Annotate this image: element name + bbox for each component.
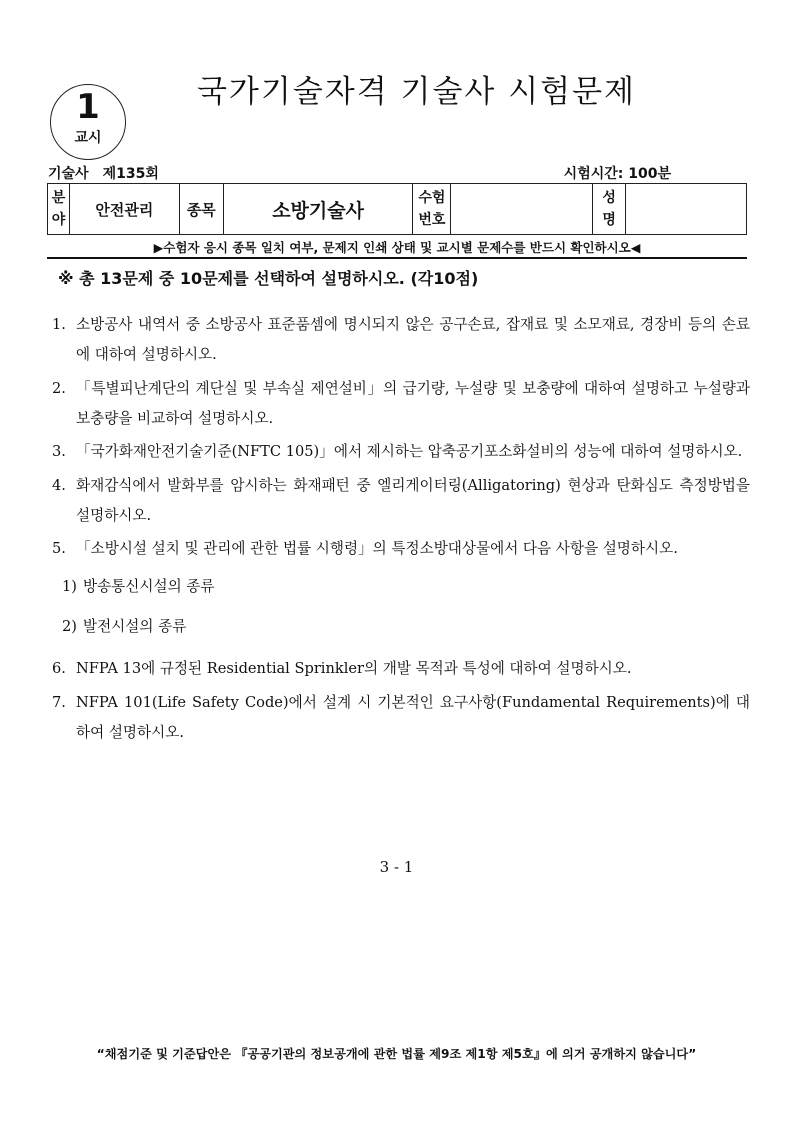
exam-number-label: 수험 번호 [413,184,451,235]
question-6 [50,654,750,684]
question-number: 4. [52,476,66,494]
notice: ▶수험자 응시 종목 일치 여부, 문제지 인쇄 상태 및 교시별 문제수를 반드시 확인하시오◀ [153,240,641,255]
exam-time: 시험시간: 100분 [563,166,671,182]
sub-item-2 [50,612,750,642]
question-4 [50,471,750,531]
question-text: 소방공사 내역서 중 소방공사 표준품셈에 명시되지 않은 공구손료, 잡재료 및 소모재료, 경장비 등의 손료에 대하여 설명하시오. [76,316,750,363]
exam-title: 국가기술자격 기술사 시험문제 [196,74,636,110]
name-label: 성 명 [593,184,626,235]
field-label: 분 야 [48,184,70,235]
question-7 [50,688,750,748]
instruction: ※ 총 13문제 중 10문제를 선택하여 설명하시오. (각10점) [58,269,479,288]
question-number: 6. [52,660,66,677]
question-text: NFPA 101(Life Safety Code)에서 설계 시 기본적인 요구사항(Fundamental Requirements)에 대하여 설명하시오. [76,693,750,741]
question-number: 2. [52,379,66,397]
question-number: 3. [52,443,66,460]
question-text: 「국가화재안전기술기준(NFTC 105)」에서 제시하는 압축공기포소화설비의 성능에 대하여 설명하시오. [76,443,743,460]
sub-item-1 [50,572,750,602]
exam-meta [48,163,159,183]
question-number: 7. [52,693,66,711]
question-text: 화재감식에서 발화부를 암시하는 화재패턴 중 엘리게이터링(Alligatoring) 현상과 탄화심도 측정방법을 설명하시오. [76,476,750,524]
question-list [50,310,750,751]
question-1 [50,310,750,370]
question-3 [50,437,750,467]
question-text: NFPA 13에 규정된 Residential Sprinkler의 개발 목적과 특성에 대하여 설명하시오. [76,660,632,677]
item-label: 종목 [179,184,223,235]
page-number: 3 - 1 [379,858,414,876]
question-2 [50,374,750,434]
sub-item-number: 1) [62,578,77,595]
question-text: 「특별피난계단의 계단실 및 부속실 제연설비」의 급기량, 누설량 및 보충량에 대하여 설명하고 누설량과 보충량을 비교하여 설명하시오. [76,379,750,427]
sub-item-number: 2) [62,618,77,635]
sub-item-text: 발전시설의 종류 [82,618,187,635]
field-value: 안전관리 [69,184,179,235]
exam-number-field[interactable] [451,184,593,235]
divider [47,257,747,259]
name-field[interactable] [626,184,747,235]
session-label: 교시 [74,130,102,146]
question-text: 「소방시설 설치 및 관리에 관한 법률 시행령」의 특정소방대상물에서 다음 사항을 설명하시오. [76,540,678,557]
question-number: 1. [52,316,66,333]
question-5 [50,534,750,564]
footer-note: “채점기준 및 기준답안은 『공공기관의 정보공개에 관한 법률 제9조 제1항 제5호』에 의거 공개하지 않습니다” [96,1047,697,1061]
question-number: 5. [52,540,66,557]
info-table [47,183,747,235]
sub-item-text: 방송통신시설의 종류 [82,578,215,595]
exam-category: 기술사 [48,166,89,182]
exam-round: 제135회 [102,166,159,182]
item-value: 소방기술사 [223,184,413,235]
session-number: 1 [76,87,100,127]
